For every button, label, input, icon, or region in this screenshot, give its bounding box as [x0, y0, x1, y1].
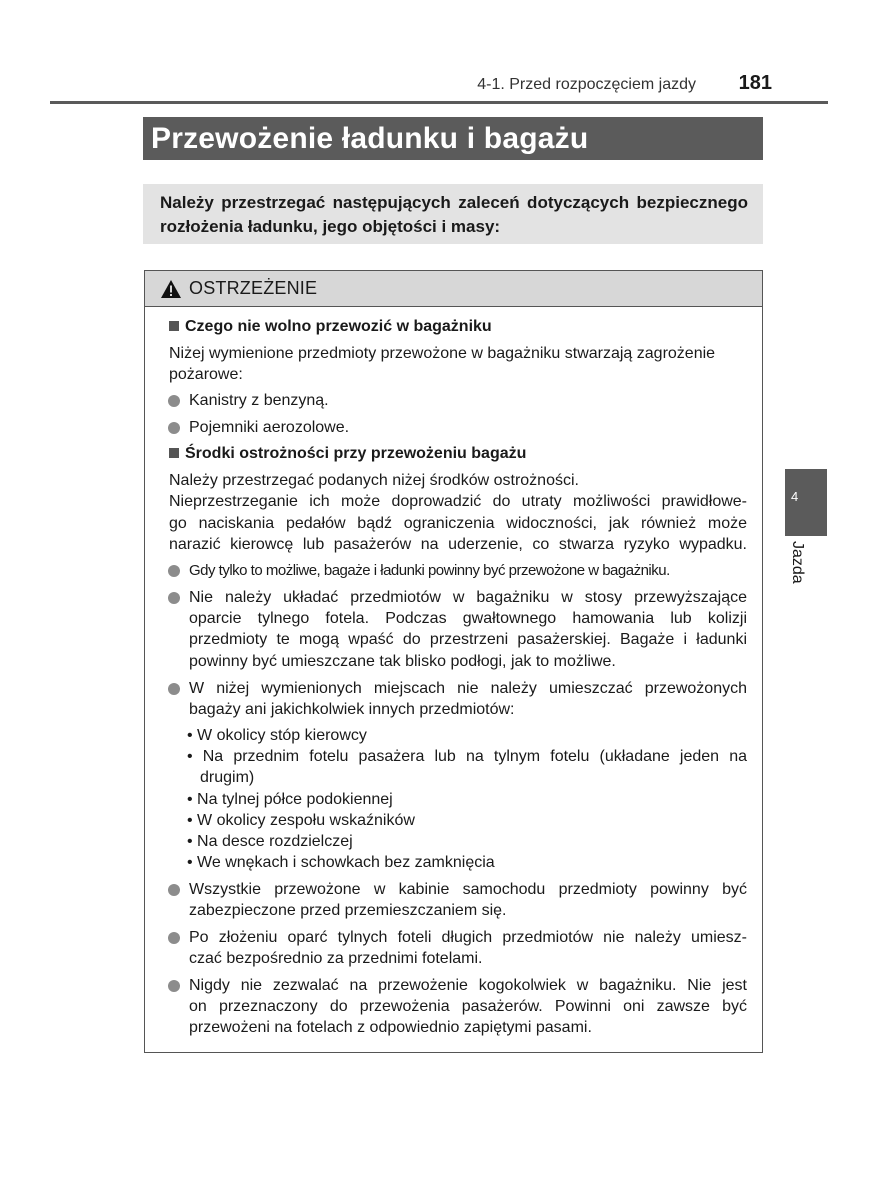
page-number: 181: [738, 72, 772, 94]
bullet-line: Wszystkie przewożone w kabinie samochodu przedmioty powinny być: [189, 881, 747, 898]
chapter-label: Jazda: [789, 541, 806, 584]
title-bar: [143, 117, 763, 160]
page-title: Przewożenie ładunku i bagażu: [151, 122, 589, 155]
body-line: pożarowe:: [169, 366, 243, 383]
sub-list-item: • W okolicy zespołu wskaźników: [187, 812, 415, 829]
bullet-line: Nigdy nie zezwalać na przewożenie kogokolwiek w bagażniku. Nie jest: [189, 977, 747, 994]
warning-title: OSTRZEŻENIE: [189, 278, 318, 298]
sub-list-item: • W okolicy stóp kierowcy: [187, 727, 367, 744]
chapter-tab: [785, 469, 827, 536]
bullet-line: zabezpieczone przed przemieszczaniem się.: [189, 902, 507, 919]
sub-list-item: • Na desce rozdzielczej: [187, 833, 353, 850]
header-rule: [50, 101, 828, 104]
round-bullet-icon: [168, 980, 180, 992]
section-label: 4-1. Przed rozpoczęciem jazdy: [477, 76, 696, 93]
sub-list-item: • Na tylnej półce podokiennej: [187, 791, 393, 808]
warning-box: [144, 270, 763, 1053]
round-bullet-icon: [168, 395, 180, 407]
round-bullet-icon: [168, 592, 180, 604]
bullet-line: przedmioty te mogą wpaść do przestrzeni pasażerskiej. Bagaże i ładunki: [189, 631, 747, 648]
intro-text: Należy przestrzegać następujących zaleceń dotyczących bezpiecznego rozłożenia ładunku, jego objętości i masy:: [160, 193, 748, 236]
round-bullet-icon: [168, 884, 180, 896]
body-line: Niżej wymienione przedmioty przewożone w bagażniku stwarzają zagrożenie: [169, 345, 716, 362]
bullet-line: on przeznaczony do przewożenia pasażerów. Powinni oni zawsze być: [189, 998, 747, 1015]
bullet-line: Nie należy układać przedmiotów w bagażniku w stosy przewyższające: [189, 589, 747, 606]
bullet-line: oparcie tylnego fotela. Podczas gwałtownego hamowania lub kolizji: [189, 610, 747, 627]
body-line: Należy przestrzegać podanych niżej środków ostrożności.: [169, 472, 579, 489]
bullet-line: W niżej wymienionych miejscach nie należy umieszczać przewożonych: [189, 680, 747, 697]
bullet-line: przewożeni na fotelach z odpowiednio zapiętymi pasami.: [189, 1019, 592, 1036]
bullet-line: powinny być umieszczane tak blisko podłogi, jak to możliwe.: [189, 653, 616, 670]
sub-list-item: • Na przednim fotelu pasażera lub na tylnym fotelu (układane jeden na: [187, 748, 747, 765]
round-bullet-icon: [168, 932, 180, 944]
bullet-line: Gdy tylko to możliwe, bagaże i ładunki powinny być przewożone w bagażniku.: [189, 562, 670, 579]
round-bullet-icon: [168, 422, 180, 434]
square-bullet-icon: [169, 448, 179, 458]
bullet-line: Pojemniki aerozolowe.: [189, 419, 350, 436]
warning-triangle-icon: [160, 279, 182, 299]
section-heading: Środki ostrożności przy przewożeniu bagażu: [169, 444, 526, 464]
chapter-number: 4: [791, 489, 799, 504]
running-header: [0, 70, 772, 100]
section-heading: Czego nie wolno przewozić w bagażniku: [169, 317, 492, 337]
body-line: Nieprzestrzeganie ich może doprowadzić do utraty możliwości prawidłowe-: [169, 493, 747, 510]
sub-list-item: • We wnękach i schowkach bez zamknięcia: [187, 854, 495, 871]
round-bullet-icon: [168, 565, 180, 577]
intro-box: [143, 184, 763, 244]
body-line: narazić kierowcę lub pasażerów na uderzenie, co stwarza ryzyko wypadku.: [169, 536, 747, 553]
sub-list-item: drugim): [200, 769, 255, 786]
bullet-line: czać bezpośrednio za przednimi fotelami.: [189, 950, 483, 967]
square-bullet-icon: [169, 321, 179, 331]
body-line: go naciskania pedałów bądź ograniczenia widoczności, jak również może: [169, 515, 747, 532]
chapter-label-container: [786, 541, 806, 601]
bullet-line: Po złożeniu oparć tylnych foteli długich przedmiotów nie należy umiesz-: [189, 929, 747, 946]
bullet-line: bagaży ani jakichkolwiek innych przedmiotów:: [189, 701, 515, 718]
warning-header: [145, 271, 762, 307]
round-bullet-icon: [168, 683, 180, 695]
bullet-line: Kanistry z benzyną.: [189, 392, 329, 409]
